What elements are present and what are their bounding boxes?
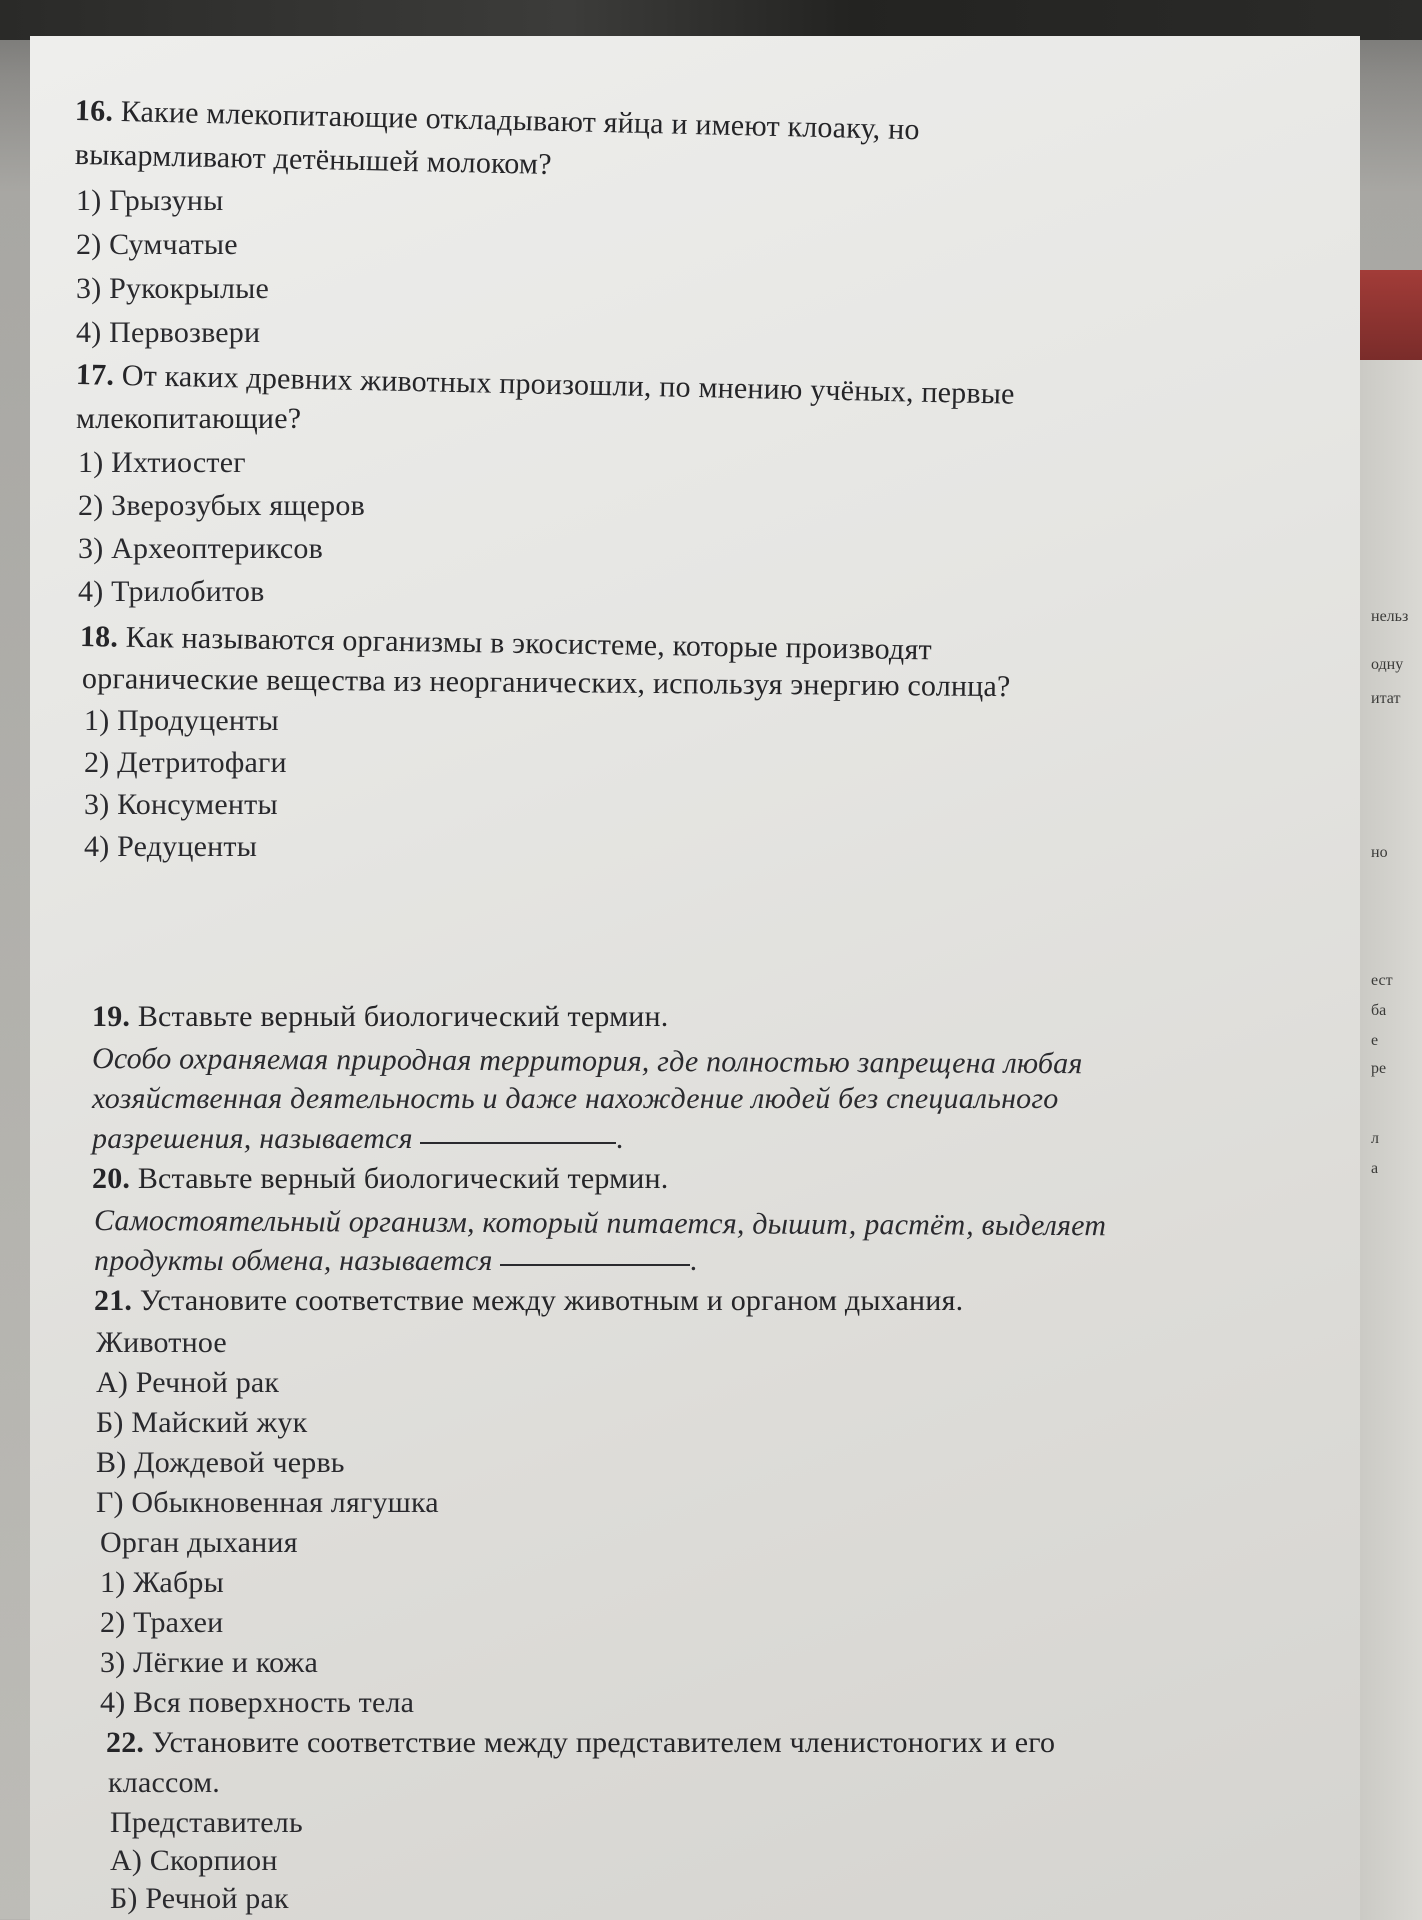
q20-text-line2 <box>94 1246 698 1276</box>
back-sheet-fragment: ре <box>1371 1060 1387 1077</box>
back-sheet-fragment: а <box>1371 1160 1379 1177</box>
back-sheet-fragment: итат <box>1371 690 1401 707</box>
q20-title <box>92 1164 669 1194</box>
q22-representative-a: А) Скорпион <box>110 1844 278 1877</box>
q22-title-line2: классом. <box>108 1766 221 1799</box>
back-sheet-fragment: нельз <box>1371 608 1409 625</box>
q18-option-4: 4) Редуценты <box>84 830 258 863</box>
q19-text-line3 <box>92 1124 624 1154</box>
q17-number: 17. <box>75 358 115 392</box>
q20-text-end: продукты обмена, называется <box>94 1244 493 1277</box>
q18-option-3: 3) Консументы <box>84 788 278 821</box>
back-sheet-fragment: е <box>1371 1032 1379 1049</box>
q19-period: . <box>616 1122 625 1155</box>
q16-option-2: 2) Сумчатые <box>76 228 238 261</box>
q21-animal-header: Животное <box>96 1326 227 1359</box>
q20-number: 20. <box>92 1162 131 1195</box>
q21-animal-a: А) Речной рак <box>96 1366 280 1399</box>
q19-answer-blank[interactable] <box>420 1142 616 1144</box>
q17-option-2: 2) Зверозубых ящеров <box>78 489 365 522</box>
q20-answer-blank[interactable] <box>500 1264 690 1266</box>
back-sheet-fragment: одну <box>1371 656 1404 673</box>
q17-title-text: От каких древних животных произошли, по мнению учёных, первые <box>121 358 1015 411</box>
q19-text-end: разрешения, называется <box>92 1122 413 1155</box>
q22-representative-header: Представитель <box>110 1806 303 1839</box>
q20-title-text: Вставьте верный биологический термин. <box>137 1162 669 1195</box>
q18-title-line1 <box>80 622 932 665</box>
q17-option-1: 1) Ихтиостег <box>78 446 246 479</box>
back-sheet-fragment: ест <box>1371 972 1393 989</box>
q16-option-4: 4) Первозвери <box>76 316 261 349</box>
q20-text-line1: Самостоятельный организм, который питается, дышит, растёт, выделяет <box>93 1204 1107 1243</box>
q17-title-line2: млекопитающие? <box>76 402 302 435</box>
back-sheet-fragment: но <box>1371 844 1388 861</box>
back-sheet-fragment: л <box>1371 1130 1379 1147</box>
q16-option-3: 3) Рукокрылые <box>76 272 270 305</box>
q22-representative-b: Б) Речной рак <box>110 1882 289 1915</box>
q21-title-text: Установите соответствие между животным и органом дыхания. <box>139 1284 964 1317</box>
q20-period: . <box>690 1244 699 1277</box>
q17-option-4: 4) Трилобитов <box>78 575 265 608</box>
q21-organ-header: Орган дыхания <box>100 1526 298 1559</box>
q21-organ-1: 1) Жабры <box>100 1566 224 1599</box>
q19-title <box>92 1002 669 1032</box>
q17-option-3: 3) Археоптериксов <box>78 532 323 565</box>
q21-title <box>94 1286 963 1316</box>
q21-animal-v: В) Дождевой червь <box>96 1446 345 1479</box>
q19-text-line1: Особо охраняемая природная территория, где полностью запрещена любая <box>91 1042 1083 1081</box>
q22-title-line1 <box>106 1728 1055 1758</box>
q16-title-line1 <box>75 96 920 145</box>
q19-number: 19. <box>92 1000 131 1033</box>
q21-organ-4: 4) Вся поверхность тела <box>100 1686 415 1719</box>
q18-number: 18. <box>79 620 119 654</box>
q19-text-line2: хозяйственная деятельность и даже нахождение людей без специального <box>92 1082 1059 1115</box>
q18-option-2: 2) Детритофаги <box>84 746 287 779</box>
q21-number: 21. <box>94 1284 133 1317</box>
q16-option-1: 1) Грызуны <box>76 184 224 217</box>
q22-number: 22. <box>106 1726 145 1759</box>
q16-number: 16. <box>74 94 114 128</box>
q16-title-line2: выкармливают детёнышей молоком? <box>74 138 553 181</box>
q21-organ-3: 3) Лёгкие и кожа <box>100 1646 319 1679</box>
q18-option-1: 1) Продуценты <box>84 704 279 737</box>
q21-animal-g: Г) Обыкновенная лягушка <box>96 1486 439 1519</box>
q18-title-text: Как называются организмы в экосистеме, которые производят <box>125 620 933 667</box>
q19-title-text: Вставьте верный биологический термин. <box>137 1000 669 1033</box>
q21-organ-2: 2) Трахеи <box>100 1606 224 1639</box>
q18-title-line2: органические вещества из неорганических, используя энергию солнца? <box>81 662 1011 704</box>
q22-title-text: Установите соответствие между представителем членистоногих и его <box>151 1726 1056 1759</box>
q21-animal-b: Б) Майский жук <box>96 1406 308 1439</box>
back-sheet-fragment: ба <box>1371 1002 1387 1019</box>
q16-title-text: Какие млекопитающие откладывают яйца и имеют клоаку, но <box>120 95 920 147</box>
